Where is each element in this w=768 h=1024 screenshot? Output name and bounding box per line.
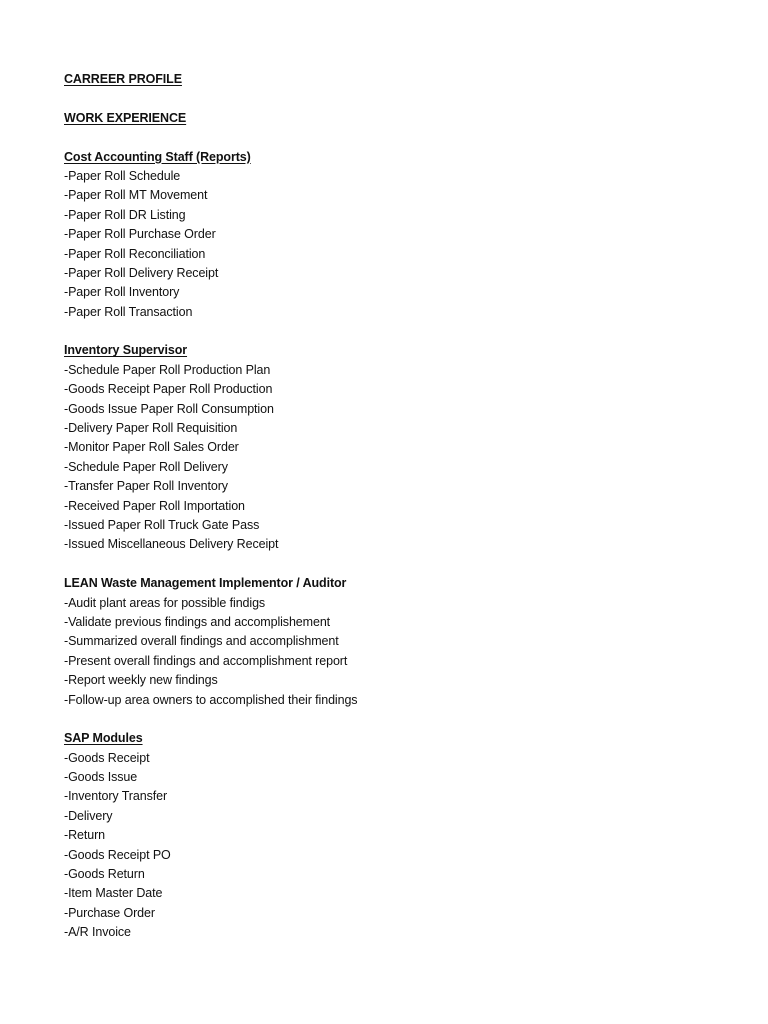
list-item: -Monitor Paper Roll Sales Order bbox=[64, 440, 239, 455]
list-item: -Goods Receipt bbox=[64, 750, 150, 765]
list-item: -Paper Roll DR Listing bbox=[64, 207, 186, 222]
list-item: -Goods Receipt PO bbox=[64, 847, 171, 862]
list-item: -Paper Roll Transaction bbox=[64, 304, 193, 319]
list-item: -Paper Roll MT Movement bbox=[64, 188, 208, 203]
section-item-list bbox=[64, 594, 704, 710]
list-item: -Received Paper Roll Importation bbox=[64, 498, 245, 513]
section-heading: Cost Accounting Staff (Reports) bbox=[64, 149, 251, 164]
list-item: -Paper Roll Reconciliation bbox=[64, 246, 206, 261]
list-item: -Goods Issue Paper Roll Consumption bbox=[64, 401, 274, 416]
list-item: -Schedule Paper Roll Production Plan bbox=[64, 362, 271, 377]
section-heading: Inventory Supervisor bbox=[64, 343, 188, 358]
section-heading: SAP Modules bbox=[64, 731, 143, 746]
spacer bbox=[64, 322, 704, 341]
list-item: -Delivery bbox=[64, 808, 113, 823]
list-item: -Summarized overall findings and accomplishment bbox=[64, 634, 339, 649]
section-cost-accounting bbox=[64, 148, 704, 323]
section-sap-modules bbox=[64, 729, 704, 942]
list-item: -Goods Issue bbox=[64, 770, 138, 785]
list-item: -Transfer Paper Roll Inventory bbox=[64, 479, 228, 494]
list-item: -Paper Roll Delivery Receipt bbox=[64, 265, 219, 280]
section-item-list bbox=[64, 167, 704, 322]
list-item: -Paper Roll Inventory bbox=[64, 285, 180, 300]
list-item: -Present overall findings and accomplishment report bbox=[64, 653, 348, 668]
list-item: -Item Master Date bbox=[64, 886, 163, 901]
document-content bbox=[64, 70, 704, 943]
list-item: -Goods Return bbox=[64, 867, 145, 882]
work-experience-heading: WORK EXPERIENCE bbox=[64, 110, 187, 125]
spacer bbox=[64, 89, 704, 108]
document-title: CARREER PROFILE bbox=[64, 72, 182, 86]
list-item: -Purchase Order bbox=[64, 905, 155, 920]
list-item: -Issued Miscellaneous Delivery Receipt bbox=[64, 537, 279, 552]
list-item: -Issued Paper Roll Truck Gate Pass bbox=[64, 517, 260, 532]
list-item: -Validate previous findings and accomplishement bbox=[64, 614, 331, 629]
list-item: -Delivery Paper Roll Requisition bbox=[64, 421, 238, 436]
list-item: -Inventory Transfer bbox=[64, 789, 168, 804]
section-heading: LEAN Waste Management Implementor / Auditor bbox=[64, 576, 347, 591]
section-inventory-supervisor bbox=[64, 341, 704, 554]
list-item: -Paper Roll Purchase Order bbox=[64, 227, 216, 242]
list-item: -Schedule Paper Roll Delivery bbox=[64, 459, 228, 474]
list-item: -Report weekly new findings bbox=[64, 673, 218, 688]
list-item: -Follow-up area owners to accomplished their findings bbox=[64, 692, 358, 707]
section-item-list bbox=[64, 361, 704, 555]
list-item: -Goods Receipt Paper Roll Production bbox=[64, 382, 273, 397]
spacer bbox=[64, 555, 704, 574]
list-item: -Return bbox=[64, 828, 105, 843]
spacer bbox=[64, 128, 704, 147]
section-lean-waste-management bbox=[64, 574, 704, 710]
section-item-list bbox=[64, 749, 704, 943]
list-item: -Paper Roll Schedule bbox=[64, 168, 181, 183]
list-item: -A/R Invoice bbox=[64, 925, 131, 940]
spacer bbox=[64, 710, 704, 729]
list-item: -Audit plant areas for possible findigs bbox=[64, 595, 266, 610]
